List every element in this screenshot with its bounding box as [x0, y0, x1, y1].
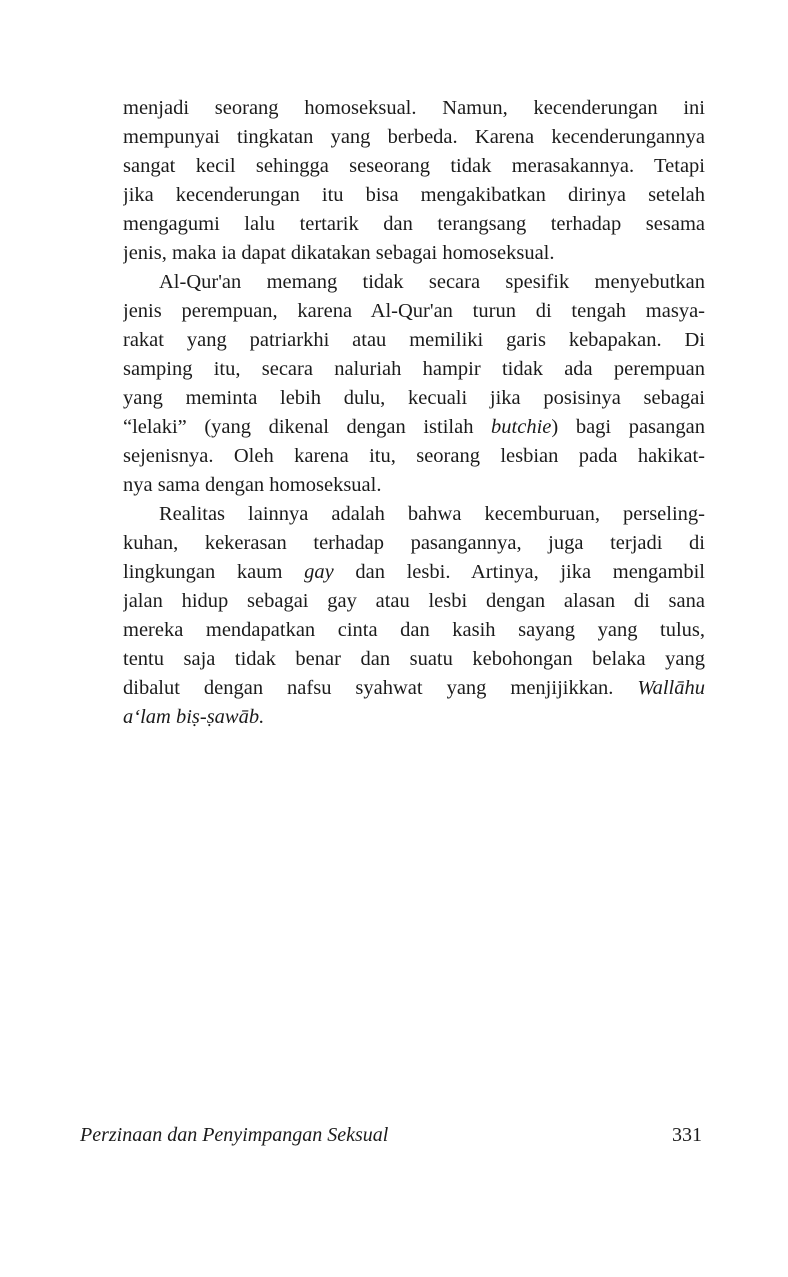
- text-segment: yang meminta lebih dulu, kecuali jika posisinya sebagai: [123, 387, 705, 409]
- text-segment: jenis perempuan, karena Al-Qur'an turun di tengah masya-: [123, 300, 705, 322]
- text-segment: kuhan, kekerasan terhadap pasangannya, juga terjadi di: [123, 532, 705, 554]
- text-segment: sejenisnya. Oleh karena itu, seorang lesbian pada hakikat-: [123, 445, 705, 467]
- text-segment: sangat kecil sehingga seseorang tidak merasakannya. Tetapi: [123, 155, 705, 177]
- text-segment: samping itu, secara naluriah hampir tidak ada perempuan: [123, 358, 705, 380]
- text-line: [123, 413, 705, 442]
- text-line: [123, 500, 705, 529]
- text-line: [123, 181, 705, 210]
- italic-text-segment: a‘lam biṣ-ṣawāb.: [123, 706, 265, 728]
- text-segment: rakat yang patriarkhi atau memiliki garis kebapakan. Di: [123, 329, 705, 351]
- paragraph: [123, 94, 705, 268]
- page-footer: [80, 1121, 702, 1149]
- text-line: [123, 587, 705, 616]
- paragraph: [123, 268, 705, 500]
- text-segment: lingkungan kaum: [123, 561, 305, 583]
- text-line: [123, 123, 705, 152]
- footer-running-title: Perzinaan dan Penyimpangan Seksual: [80, 1124, 389, 1146]
- text-segment: dan lesbi. Artinya, jika mengambil: [333, 561, 705, 583]
- paragraph: [123, 500, 705, 732]
- text-segment: jenis, maka ia dapat dikatakan sebagai homoseksual.: [123, 242, 555, 264]
- text-segment: jalan hidup sebagai gay atau lesbi dengan alasan di sana: [123, 590, 705, 612]
- text-segment: tentu saja tidak benar dan suatu kebohongan belaka yang: [123, 648, 705, 670]
- text-line: [123, 210, 705, 239]
- italic-text-segment: butchie: [491, 416, 552, 438]
- text-line: [123, 94, 705, 123]
- text-line: [123, 442, 705, 471]
- text-line: [123, 355, 705, 384]
- text-line: [123, 384, 705, 413]
- text-line: [123, 558, 705, 587]
- text-segment: Al-Qur'an memang tidak secara spesifik menyebutkan: [159, 271, 705, 293]
- text-line: [123, 152, 705, 181]
- text-line: [123, 297, 705, 326]
- footer-page-number: 331: [672, 1124, 702, 1146]
- text-line: [123, 239, 705, 268]
- text-segment: mempunyai tingkatan yang berbeda. Karena kecenderungannya: [123, 126, 705, 148]
- text-segment: jika kecenderungan itu bisa mengakibatkan dirinya setelah: [123, 184, 705, 206]
- italic-text-segment: Wallāhu: [637, 677, 705, 699]
- text-line: [123, 326, 705, 355]
- italic-text-segment: gay: [304, 561, 334, 583]
- text-segment: menjadi seorang homoseksual. Namun, kecenderungan ini: [123, 97, 705, 119]
- text-segment: mereka mendapatkan cinta dan kasih sayang yang tulus,: [123, 619, 705, 641]
- text-line: [123, 703, 705, 732]
- text-segment: Realitas lainnya adalah bahwa kecemburuan, perseling-: [159, 503, 705, 525]
- text-segment: nya sama dengan homoseksual.: [123, 474, 382, 496]
- text-line: [123, 471, 705, 500]
- text-line: [123, 674, 705, 703]
- text-segment: dibalut dengan nafsu syahwat yang menjijikkan.: [123, 677, 638, 699]
- text-line: [123, 616, 705, 645]
- text-line: [123, 645, 705, 674]
- text-line: [123, 529, 705, 558]
- text-line: [123, 268, 705, 297]
- page-body-text: [123, 94, 705, 732]
- text-segment: mengagumi lalu tertarik dan terangsang terhadap sesama: [123, 213, 705, 235]
- text-segment: ) bagi pasangan: [551, 416, 705, 438]
- text-segment: “lelaki” (yang dikenal dengan istilah: [123, 416, 492, 438]
